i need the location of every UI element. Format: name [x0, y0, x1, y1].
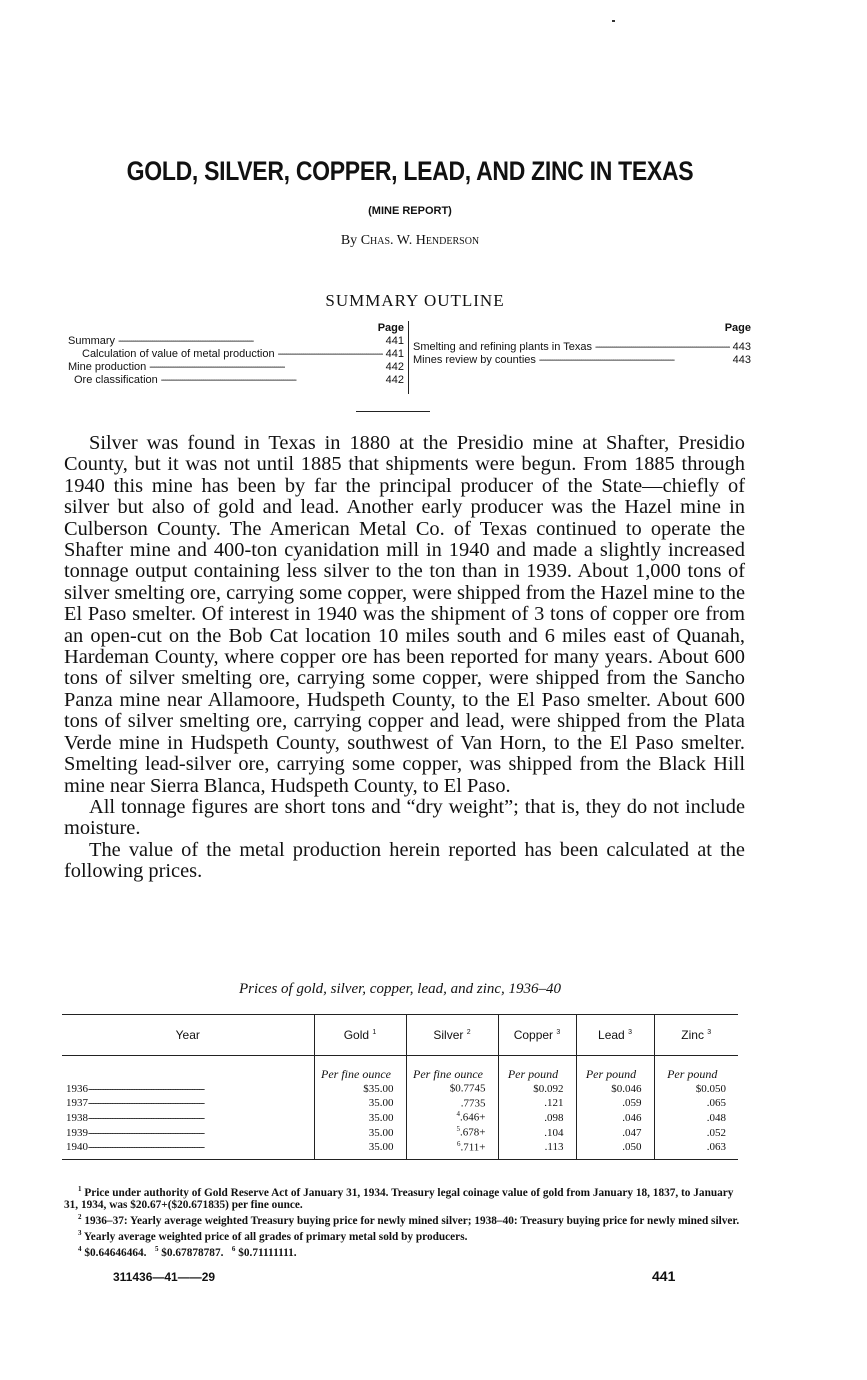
outline-entry-page: 443 [732, 341, 751, 353]
unit-label: Per fine ounce [406, 1056, 498, 1081]
footnote: $^3$ Yearly average weighted price of all grades of primary metal sold by producers. [78, 1229, 468, 1244]
unit-label: Per fine ounce [314, 1056, 406, 1081]
outline-entry [68, 335, 404, 348]
zinc-cell: $0.050 [654, 1080, 738, 1095]
body-paragraph: All tonnage figures are short tons and “dry weight”; that is, they do not include moisture. [64, 795, 745, 840]
gold-cell: 35.00 [314, 1139, 406, 1160]
author-name: Chas. W. Henderson [360, 233, 480, 248]
outline-entry [68, 374, 404, 387]
outline-entry [68, 361, 404, 374]
silver-cell: $^4$.646+ [406, 1109, 498, 1124]
page-title: GOLD, SILVER, COPPER, LEAD, AND ZINC IN TEXAS [126, 155, 694, 186]
silver-cell: .7735 [406, 1095, 498, 1110]
silver-cell: $^5$.678+ [406, 1124, 498, 1139]
outline-entry-page: 441 [385, 335, 404, 347]
unit-label: Per pound [654, 1056, 738, 1081]
year-cell: 1937 [66, 1097, 88, 1110]
outline-entry [413, 354, 751, 367]
gold-cell: 35.00 [314, 1109, 406, 1124]
author-prefix: By [340, 233, 358, 248]
table-row [62, 1109, 738, 1124]
outline-entry-label: Mine production [68, 361, 147, 373]
gold-cell: $35.00 [314, 1080, 406, 1095]
outline-entry-label: Summary [68, 335, 116, 347]
copper-cell: .121 [498, 1095, 576, 1110]
footnotes [64, 1183, 744, 1260]
outline-entry-label: Smelting and refining plants in Texas [413, 341, 592, 353]
outline-right-column [413, 322, 751, 367]
copper-cell: .113 [498, 1139, 576, 1160]
column-header-silver: Silver $^2$ [406, 1015, 498, 1056]
column-header-zinc: Zinc $^3$ [654, 1015, 738, 1056]
outline-entry [413, 341, 751, 354]
table-row [62, 1080, 738, 1095]
column-header-copper: Copper $^3$ [498, 1015, 576, 1056]
footnote: $^2$ 1936–37: Yearly average weighted Treasury buying price for newly mined silver; 1938–40: Treasury buying price for newly mined silver. [78, 1213, 740, 1228]
print-speck [612, 20, 615, 22]
lead-cell: .050 [576, 1139, 654, 1160]
year-cell: 1940 [66, 1141, 88, 1154]
year-cell: 1936 [66, 1082, 88, 1095]
outline-entry-page: 441 [385, 348, 404, 360]
column-header-lead: Lead $^3$ [576, 1015, 654, 1056]
table-header-row [62, 1015, 738, 1056]
unit-label: Per pound [576, 1056, 654, 1081]
outline-column-divider [408, 321, 409, 394]
section-divider [356, 411, 430, 412]
print-id: 311436—41——29 [113, 1270, 216, 1284]
outline-entry-label: Ore classification [74, 374, 158, 386]
zinc-cell: .063 [654, 1139, 738, 1160]
outline-entry-page: 442 [385, 374, 404, 386]
zinc-cell: .052 [654, 1124, 738, 1139]
lead-cell: .047 [576, 1124, 654, 1139]
outline-left-column [68, 322, 404, 387]
footnote: $^4$ $0.64646464. $^5$ $0.67878787. $^6$ $0.71111111. [78, 1245, 297, 1260]
outline-entry-label: Calculation of value of metal production [82, 348, 275, 360]
copper-cell: $0.092 [498, 1080, 576, 1095]
body-paragraph: The value of the metal production herein reported has been calculated at the following prices. [64, 838, 745, 883]
table-caption: Prices of gold, silver, copper, lead, and zinc, 1936–40 [238, 981, 562, 997]
table-row [62, 1124, 738, 1139]
table-row [62, 1095, 738, 1110]
report-subtitle: (MINE REPORT) [368, 205, 452, 217]
gold-cell: 35.00 [314, 1124, 406, 1139]
gold-cell: 35.00 [314, 1095, 406, 1110]
column-header-gold: Gold $^1$ [314, 1015, 406, 1056]
footnote: $^1$ Price under authority of Gold Reserve Act of January 31, 1934. Treasury legal coinage value of gold from January 18, 1837, to January 31, 1934, was $20.67+($20.671835) per fine ounce. [64, 1185, 734, 1212]
outline-entry [68, 348, 404, 361]
table-row [62, 1139, 738, 1160]
lead-cell: .046 [576, 1109, 654, 1124]
copper-cell: .104 [498, 1124, 576, 1139]
lead-cell: $0.046 [576, 1080, 654, 1095]
zinc-cell: .065 [654, 1095, 738, 1110]
units-row [62, 1056, 738, 1081]
outline-page-header: Page [377, 322, 404, 334]
silver-cell: $^6$.711+ [406, 1139, 498, 1160]
year-cell: 1938 [66, 1111, 88, 1124]
summary-outline-heading: SUMMARY OUTLINE [325, 291, 505, 310]
page-number: 441 [652, 1268, 676, 1284]
unit-label: Per pound [498, 1056, 576, 1081]
outline-entry-page: 443 [732, 354, 751, 366]
prices-table [62, 1014, 738, 1160]
body-paragraph: Silver was found in Texas in 1880 at the Presidio mine at Shafter, Presidio County, but it was not until 1885 that shipments were begun. From 1885 through 1940 this mine has been by far the principal producer of the State—chiefly of silver but also of gold and lead. Another early producer was the Hazel mine in Culberson County. The American Metal Co. of Texas continued to operate the Shafter mine and 400-ton cyanidation mill in 1940 and made a slightly increased tonnage output containing less silver to the ton than in 1939. About 1,000 tons of silver smelting ore, carrying some copper, were shipped from the Hazel mine to the El Paso smelter. Of interest in 1940 was the shipment of 3 tons of copper ore from an open-cut on the Bob Cat location 10 miles south and 6 miles east of Quanah, Hardeman County, where copper ore has been reported for many years. About 600 tons of silver smelting ore, carrying some copper, were shipped from the Sancho Panza mine near Allamoore, Hudspeth County, to the El Paso smelter. About 600 tons of silver smelting ore, carrying copper and lead, were shipped from the Plata Verde mine in Hudspeth County, southwest of Van Horn, to the El Paso smelter. Smelting lead-silver ore, carrying some copper, was shipped from the Black Hill mine near Sierra Blanca, Hudspeth County, to El Paso. [64, 432, 745, 797]
column-header-year: Year [62, 1015, 314, 1056]
body-text [64, 433, 745, 883]
outline-entry-label: Mines review by counties [413, 354, 536, 366]
zinc-cell: .048 [654, 1109, 738, 1124]
author-line [0, 233, 820, 249]
outline-page-header: Page [724, 322, 751, 334]
lead-cell: .059 [576, 1095, 654, 1110]
year-cell: 1939 [66, 1126, 88, 1139]
copper-cell: .098 [498, 1109, 576, 1124]
outline-entry-page: 442 [385, 361, 404, 373]
silver-cell: $0.7745 [406, 1080, 498, 1095]
